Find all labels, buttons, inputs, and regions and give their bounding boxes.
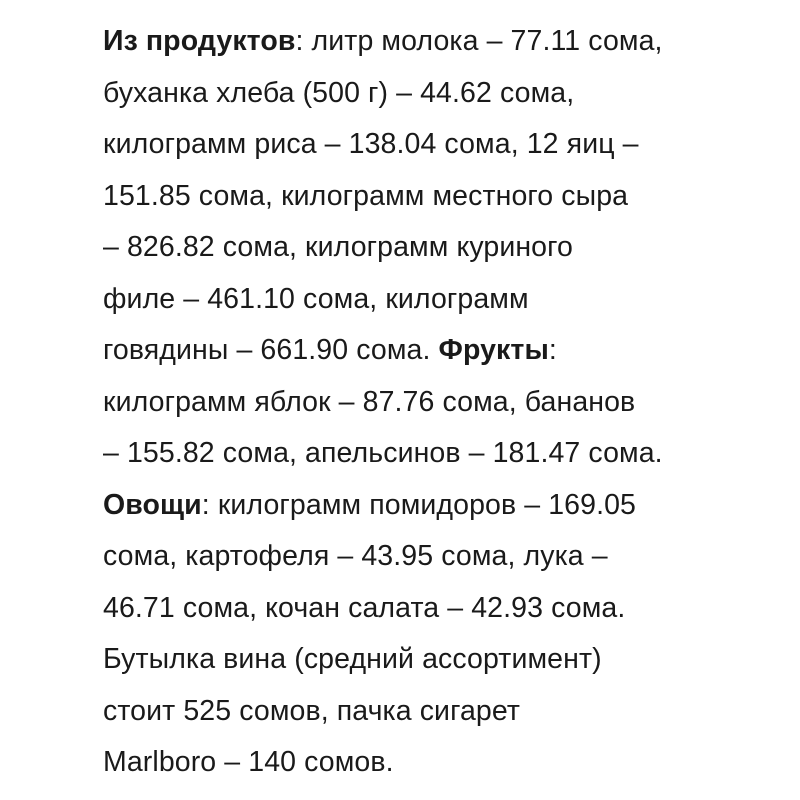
text-line <box>103 583 723 635</box>
text-line <box>103 428 723 480</box>
heading-vegetables: Овощи <box>103 488 202 521</box>
line-text: : килограмм помидоров – 169.05 <box>201 488 636 521</box>
line-text: буханка хлеба (500 г) – 44.62 сома, <box>103 76 575 109</box>
line-text-after: : <box>548 334 557 366</box>
line-text: сома, картофеля – 43.95 сома, лука – <box>103 540 608 572</box>
text-line <box>103 480 723 532</box>
text-line <box>103 686 723 738</box>
line-text: Бутылка вина (средний ассортимент) <box>103 643 602 675</box>
text-line <box>103 325 723 377</box>
line-text: – 826.82 сома, килограмм куриного <box>103 231 573 263</box>
text-line <box>103 634 723 686</box>
text-line <box>103 119 723 171</box>
line-text: говядины – 661.90 сома. <box>103 334 439 366</box>
text-line <box>103 171 723 223</box>
line-text: – 155.82 сома, апельсинов – 181.47 сома. <box>103 437 663 469</box>
line-text: 151.85 сома, килограмм местного сыра <box>103 179 629 212</box>
text-line <box>103 68 723 120</box>
price-text-block <box>103 16 723 789</box>
heading-products: Из продуктов <box>103 25 296 57</box>
line-text: : литр молока – 77.11 сома, <box>295 25 663 57</box>
text-line <box>103 737 723 789</box>
text-line <box>103 16 723 68</box>
text-line <box>103 274 723 326</box>
line-text: филе – 461.10 сома, килограмм <box>103 282 529 315</box>
line-text: килограмм риса – 138.04 сома, 12 яиц – <box>103 128 639 160</box>
line-text: стоит 525 сомов, пачка сигарет <box>103 694 521 727</box>
line-text: 46.71 сома, кочан салата – 42.93 сома. <box>103 591 626 624</box>
line-text: килограмм яблок – 87.76 сома, бананов <box>103 385 636 418</box>
heading-fruits: Фрукты <box>438 334 549 366</box>
text-line <box>103 222 723 274</box>
line-text: Marlboro – 140 сомов. <box>103 746 394 778</box>
text-line <box>103 377 723 429</box>
text-line <box>103 531 723 583</box>
